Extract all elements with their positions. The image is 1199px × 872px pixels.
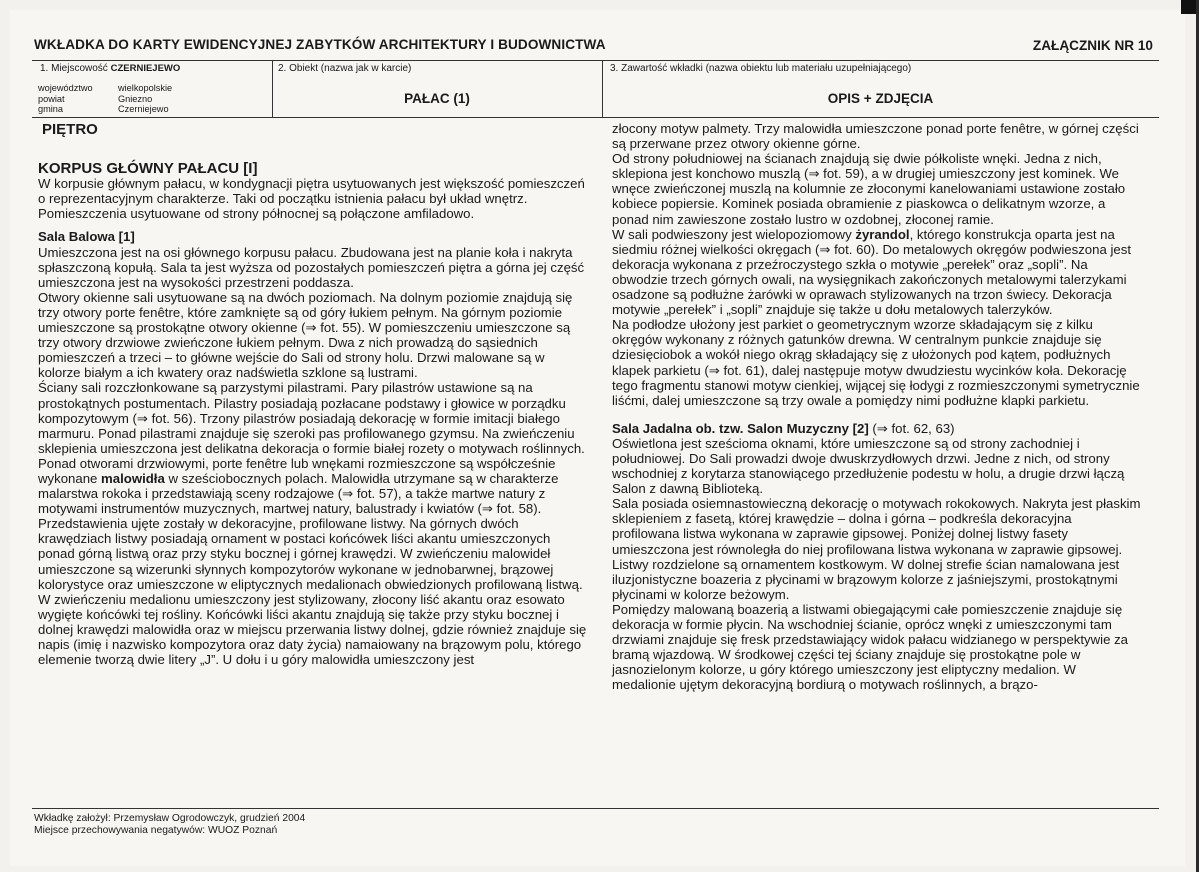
section-heading: PIĘTRO	[42, 121, 98, 138]
region-values	[118, 83, 172, 115]
field-locality	[40, 63, 180, 74]
chapter-heading: KORPUS GŁÓWNY PAŁACU [I]	[38, 160, 258, 178]
paragraph: Otwory okienne sali usytuowane są na dwóch poziomach. Na dolnym poziomie znajdują się trzy otwory porte fenêtre, które zamknięte są od góry łukiem pełnym. Na górnym poziomie umieszczone są prostokątne otwory okienne (⇒ fot. 55). W pomieszczeniu umieszczone są trzy otwory drzwiowe zwieńczone łukiem pełnym. Dwa z nich prowadzą do sąsiednich pomieszczeń a trzeci – to główne wejście do Sali od strony holu. Drzwi malowane są w kolorze białym a ich kwatery oraz nadświetla szklone są lustrami.	[38, 289, 573, 381]
region-value: Czerniejewo	[118, 104, 169, 114]
footer-negatives: Miejsce przechowywania negatywów: WUOZ Poznań	[34, 825, 278, 837]
bold-term: malowidła	[101, 470, 165, 486]
paragraph: Oświetlona jest sześcioma oknami, które umieszczone są od strony zachodniej i południowej. Do Sali prowadzi dwoje dwuskrzydłowych drzwi. Jedne z nich, od strony wschodniej z korytarza stanowiącego przedłużenie podestu w holu, a drugie drzwi łączą Salon z dawną Biblioteką.	[612, 435, 1125, 497]
paragraph: Od strony południowej na ścianach znajdują się dwie półkoliste wnęki. Jedna z nich, sklepiona jest konchowo muszlą (⇒ fot. 59), a w drugiej umieszczony jest kominek. We wnęce zwieńczonej muszlą na kolumnie ze złoconymi kanelowaniami ustawione zostało kobiece popiersie. Kominek posiada obramienie z piaskowca o delikatnym wzorze, a ponad nim zawieszone zostało lustro w ozdobnej, złoconej ramie.	[612, 151, 1126, 227]
text-run: , którego konstrukcja oparta jest na siedmiu różnej wielkości okręgach (⇒ fot. 60). Do metalowych okręgów podwieszona jest dekoracja wykonana z przeźroczystego szkła o motywie „perełek” oraz „sopli”. Na obwodzie trzech górnych owali, na wysięgnikach zakończonych metalowymi talerzykami osadzone są podłużne żarówki w oprawach stylizowanych na trzon świecy. Dekoracja motywie „perełek” i „sopli” znajduje się także u dołu metalowych talerzyków.	[612, 226, 1132, 318]
footer-rule	[32, 808, 1159, 809]
field-contents-label: 3. Zawartość wkładki (nazwa obiektu lub materiału uzupełniającego)	[610, 63, 912, 74]
paragraph	[38, 456, 588, 667]
header-divider-2	[602, 60, 603, 117]
paragraph: Pomiędzy malowaną boazerią a listwami obiegającymi całe pomieszczenie znajduje się dekoracja w formie płycin. Na wschodniej ścianie, oprócz wnęki z umieszczonymi tam drzwiami znajduje się fresk przedstawiający widok pałacu widzianego w perspektywie za bramą wjazdową. W środkowej części tej ściany znajduje się prostokątne pole w jasnozielonym kolorze, u góry którego umieszczony jest eliptyczny medalion. W medalionie ujętym dekoracyjną bordiurą o motywach roślinnych, a brązo-	[612, 601, 1129, 693]
right-column	[612, 121, 1142, 692]
field-object-value: PAŁAC (1)	[404, 91, 470, 106]
header-rule-bottom	[32, 117, 1159, 118]
intro-paragraph: W korpusie głównym pałacu, w kondygnacji piętra usytuowanych jest większość pomieszczeń o reprezentacyjnym charakterze. Taki od początku istnienia pałacu był układ wnętrz. Pomieszczenia usytuowane od strony północnej są połączone amfiladowo.	[38, 176, 585, 222]
region-label: powiat	[38, 93, 65, 104]
region-value: wielkopolskie	[118, 83, 173, 93]
header-rule-top	[32, 60, 1159, 61]
text-run: Ponad otworami drzwiowymi, porte fenêtre lub wnękami rozmieszczone są współcześnie wykonane	[38, 455, 556, 486]
header-divider-1	[272, 60, 273, 117]
paragraph: Ściany sali rozczłonkowane są parzystymi pilastrami. Pary pilastrów ustawione są na prostokątnych postumentach. Pilastry posiadają pozłacane podstawy i głowice w porządku kompozytowym (⇒ fot. 56). Trzony pilastrów posiadają dekorację w formie imitacji białego marmuru. Ponad pilastrami znajduje się szeroki pas profilowanego gzymsu. Na zwieńczeniu sklepienia umieszczona jest delikatna dekoracja o formie białej rozety o motywach roślinnych.	[38, 380, 585, 456]
paragraph: Umieszczona jest na osi głównego korpusu pałacu. Zbudowana jest na planie koła i nakryta spłaszczoną kopułą. Sala ta jest wyższa od pozostałych pomieszczeń piętra a górna jej część umieszczona jest na wysokości przestrzeni poddasza.	[38, 244, 585, 290]
field-object-label: 2. Obiekt (nazwa jak w karcie)	[278, 63, 412, 74]
text-run: W sali podwieszony jest wielopoziomowy	[612, 226, 856, 242]
field-contents-value: OPIS + ZDJĘCIA	[827, 91, 934, 106]
region-label: gmina	[38, 104, 64, 114]
text-run: w sześciobocznych polach. Malowidła utrzymane są w charakterze malarstwa rokoka i przedstawiają sceny rodzajowe (⇒ fot. 57), a także martwe natury z motywami instrumentów muzycznych, martwej natury, balustrady i kwiatów (⇒ fot. 58). Przedstawienia ujęte zostały w dekoracyjne, profilowane listwy. Na górnych dwóch krawędziach listwy posiadają ornament w postaci końcówek liści akantu umieszczonych ponad górną listwą oraz przy styku bocznej i górnej krawędzi. W zwieńczeniu malowideł umieszczone są wizerunki słynnych kompozytorów wykonane w jednobarwnej, brązowej kolorystyce oraz umieszczone w eliptycznych medalionach obwiedzionych profilowaną listwą. W zwieńczeniu medalionu umieszczony jest stylizowany, złocony liść akantu oraz esowato wygięte końcówki tej rośliny. Końcówki liści akantu znajdują się także przy styku bocznej i dolnej krawędzi malowidła oraz w miejscu przerwania listwy dolnej, gdzie również znajduje się napis (imię i nazwisko kompozytora oraz daty życia) namaiowany na brązowym polu, którego elemenie tworzą dwie litery „J”. U dołu i u góry malowidła umieszczony jest	[38, 470, 587, 668]
footer	[34, 813, 305, 838]
attachment-number: ZAŁĄCZNIK NR 10	[1032, 38, 1153, 53]
paragraph: złocony motyw palmety. Trzy malowidła umieszczone ponad porte fenêtre, w górnej części są przerwane przez otwory okienne górne.	[612, 121, 1139, 152]
photo-reference: (⇒ fot. 62, 63)	[868, 420, 955, 436]
footer-author: Wkładkę założył: Przemysław Ogrodowczyk, grudzień 2004	[34, 813, 306, 824]
region-label: województwo	[38, 83, 93, 93]
field-locality-label: 1. Miejscowość	[40, 63, 108, 74]
document-title: WKŁADKA DO KARTY EWIDENCYJNEJ ZABYTKÓW ARCHITEKTURY I BUDOWNICTWA	[34, 37, 606, 52]
left-column	[38, 121, 588, 667]
room-heading-ballroom: Sala Balowa [1]	[38, 229, 135, 245]
region-labels	[38, 83, 93, 115]
region-value: Gniezno	[118, 93, 153, 104]
room-heading-text: Sala Jadalna ob. tzw. Salon Muzyczny [2]	[612, 420, 869, 436]
paragraph	[612, 227, 1142, 318]
field-locality-value: CZERNIEJEWO	[110, 63, 181, 74]
paragraph: Na podłodze ułożony jest parkiet o geometrycznym wzorze składającym się z kilku okręgów wykonany z różnych gatunków drewna. W centralnym punkcie znajduje się dziesięciobok a wokół niego okrąg składający się z ułożonych pod kątem, podłużnych klapek parkietu (⇒ fot. 61), dalej następuje motyw dwudziestu wycinków koła. Dekorację tego fragmentu stanowi motyw cienkiej, wijącej się łodygi z rozmieszczonymi symetrycznie liśćmi, dalej umieszczone są trzy owale a pomiędzy nimi podłużne klapki parkietu.	[612, 317, 1140, 408]
room-heading-dining	[612, 421, 1142, 436]
paragraph: Sala posiada osiemnastowieczną dekorację o motywach rokokowych. Nakryta jest płaskim sklepieniem z fasetą, której krawędzie – dolna i górna – podkreśla dekoracyjna profilowana listwa wykonana w zaprawie gipsowej. Poniżej dolnej listwy fasety umieszczona jest równoległa do niej profilowana listwa wykonana w zaprawie gipsowej. Listwy rozdzielone są ornamentem kostkowym. W dolnej strefie ścian namalowana jest iluzjonistyczne boazeria z płycinami w brązowym kolorze z jaśniejszymi, prostokątnymi płycinami w kolorze beżowym.	[612, 496, 1141, 602]
bold-term: żyrandol	[855, 226, 910, 242]
